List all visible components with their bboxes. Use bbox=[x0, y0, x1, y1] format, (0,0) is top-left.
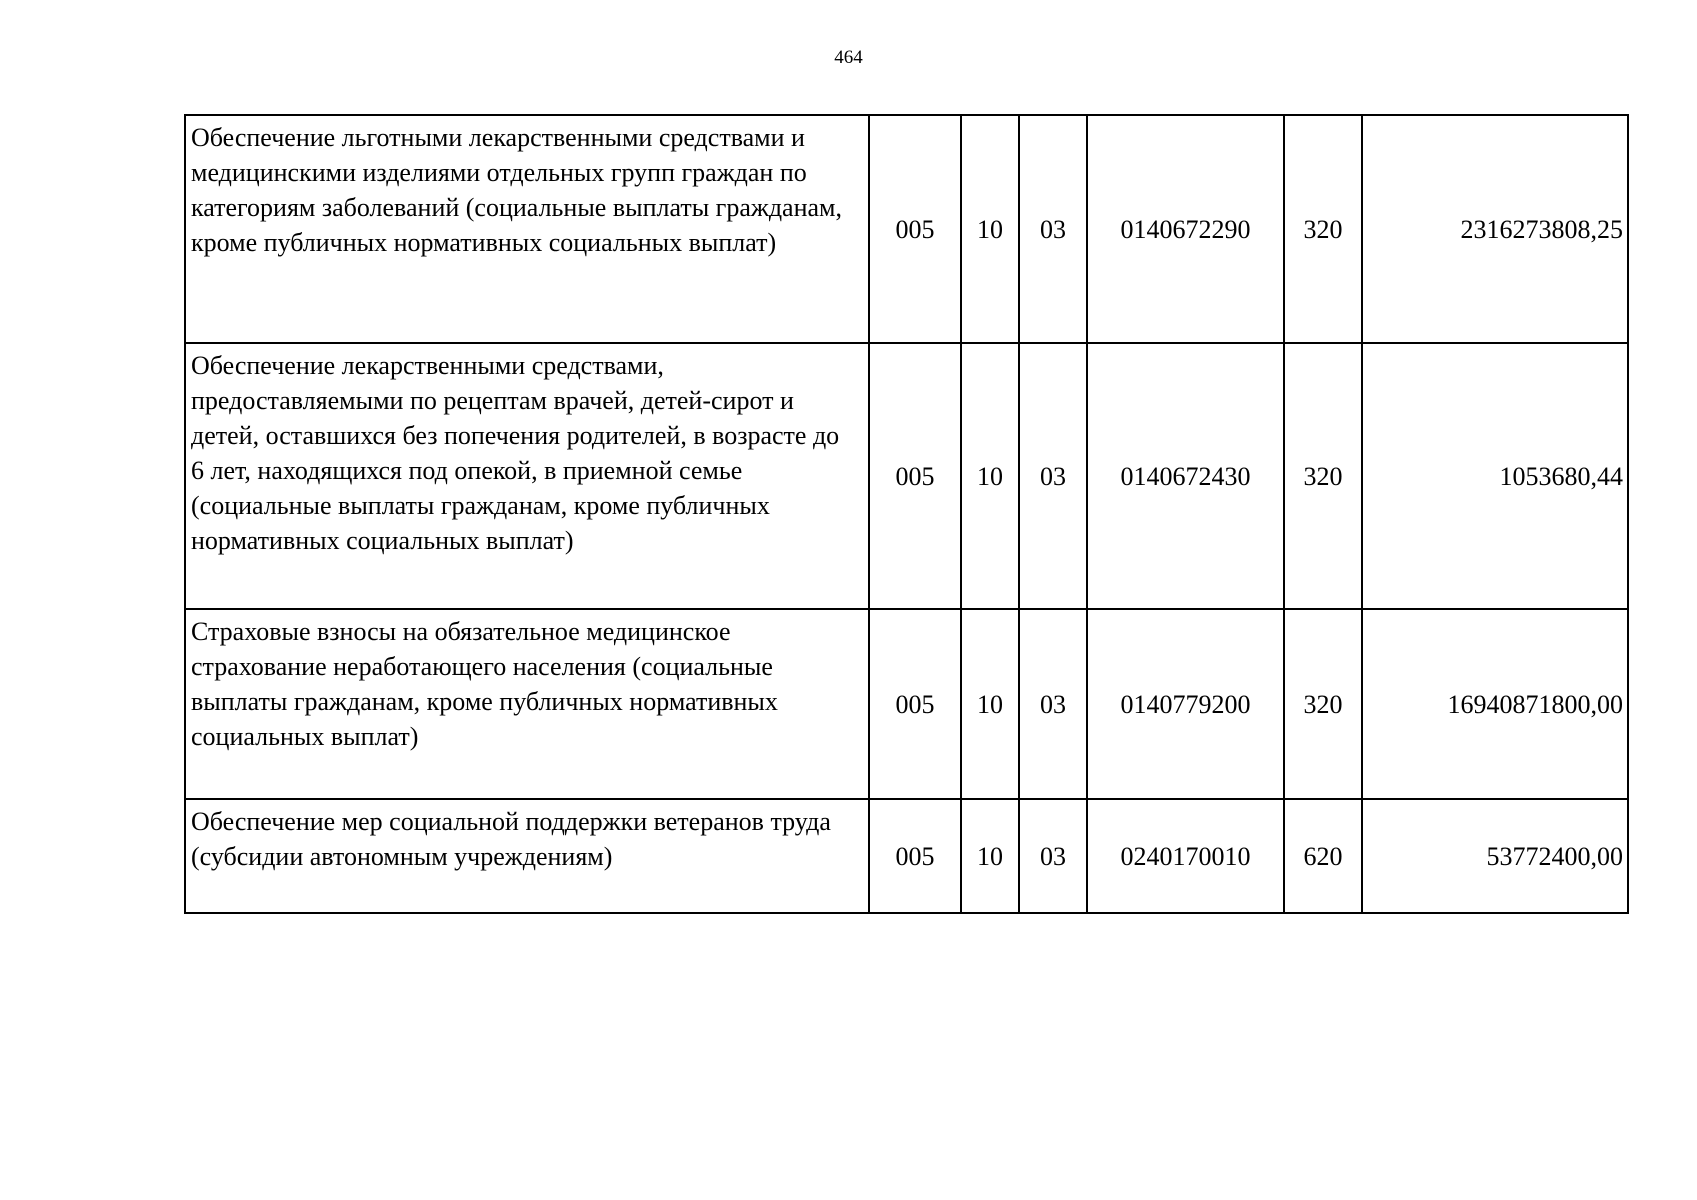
page-number: 464 bbox=[834, 47, 863, 68]
row-description: Обеспечение мер социальной поддержки ветеранов труда (субсидии автономным учреждениям) bbox=[185, 799, 869, 913]
row-description: Обеспечение лекарственными средствами, предоставляемыми по рецептам врачей, детей-сирот и детей, оставшихся без попечения родителей, в возрасте до 6 лет, находящихся под опекой, в приемной семье (социальные выплаты гражданам, кроме публичных нормативных социальных выплат) bbox=[185, 343, 869, 609]
ministry-code: 005 bbox=[869, 115, 961, 343]
table-row bbox=[185, 609, 1628, 799]
section-code: 10 bbox=[961, 609, 1019, 799]
row-description: Страховые взносы на обязательное медицинское страхование неработающего населения (социальные выплаты гражданам, кроме публичных нормативных социальных выплат) bbox=[185, 609, 869, 799]
budget-table bbox=[184, 114, 1629, 914]
expense-type-code: 320 bbox=[1284, 343, 1362, 609]
expense-type-code: 320 bbox=[1284, 115, 1362, 343]
expense-type-code: 320 bbox=[1284, 609, 1362, 799]
row-description: Обеспечение льготными лекарственными средствами и медицинскими изделиями отдельных групп граждан по категориям заболеваний (социальные выплаты гражданам, кроме публичных нормативных социальных выплат) bbox=[185, 115, 869, 343]
table-row bbox=[185, 799, 1628, 913]
subsection-code: 03 bbox=[1019, 343, 1087, 609]
section-code: 10 bbox=[961, 343, 1019, 609]
ministry-code: 005 bbox=[869, 799, 961, 913]
subsection-code: 03 bbox=[1019, 115, 1087, 343]
target-article-code: 0240170010 bbox=[1087, 799, 1284, 913]
amount: 53772400,00 bbox=[1362, 799, 1628, 913]
table-row bbox=[185, 115, 1628, 343]
section-code: 10 bbox=[961, 799, 1019, 913]
amount: 16940871800,00 bbox=[1362, 609, 1628, 799]
subsection-code: 03 bbox=[1019, 609, 1087, 799]
amount: 2316273808,25 bbox=[1362, 115, 1628, 343]
target-article-code: 0140672430 bbox=[1087, 343, 1284, 609]
ministry-code: 005 bbox=[869, 609, 961, 799]
table-row bbox=[185, 343, 1628, 609]
target-article-code: 0140672290 bbox=[1087, 115, 1284, 343]
amount: 1053680,44 bbox=[1362, 343, 1628, 609]
subsection-code: 03 bbox=[1019, 799, 1087, 913]
target-article-code: 0140779200 bbox=[1087, 609, 1284, 799]
expense-type-code: 620 bbox=[1284, 799, 1362, 913]
ministry-code: 005 bbox=[869, 343, 961, 609]
section-code: 10 bbox=[961, 115, 1019, 343]
